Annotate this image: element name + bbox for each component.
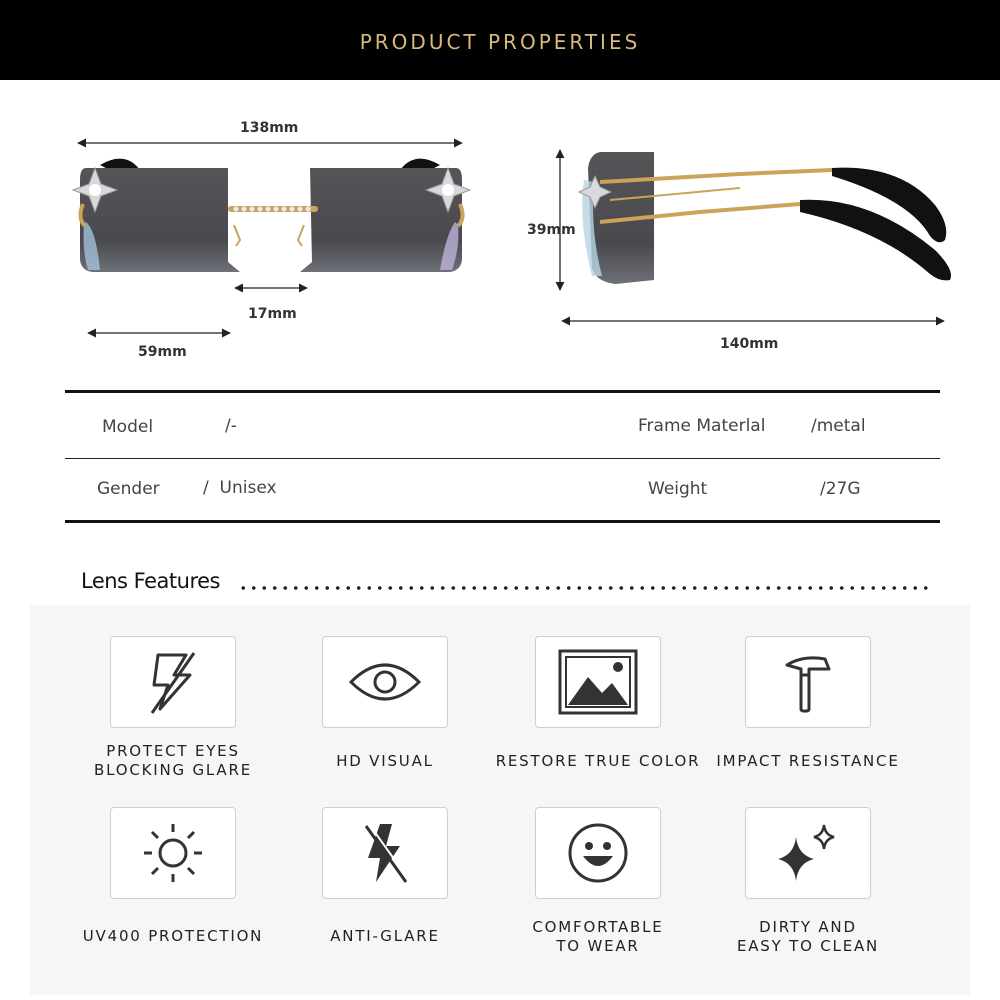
model-value: /- xyxy=(225,416,237,436)
sparkle-icon xyxy=(770,815,846,891)
table-top-rule xyxy=(65,390,940,393)
lens-height-label: 39mm xyxy=(527,222,576,238)
feature-label-hd-visual: HD VISUAL xyxy=(336,752,434,770)
frame-material-label: Frame Materlal xyxy=(638,416,766,436)
frame-material-value: /metal xyxy=(811,416,866,436)
weight-label: Weight xyxy=(648,479,708,499)
anti-glare-icon xyxy=(350,818,420,888)
lens-width-label: 59mm xyxy=(138,344,187,360)
side-view-glasses xyxy=(579,152,951,284)
lens-features-heading: Lens Features xyxy=(81,569,220,593)
total-width-label: 138mm xyxy=(240,120,299,136)
dimension-diagram xyxy=(0,80,1000,380)
feature-label-easy-clean: DIRTY AND EASY TO CLEAN xyxy=(736,918,880,955)
front-view-glasses xyxy=(73,159,470,272)
eye-icon xyxy=(345,652,425,712)
weight-value: /27G xyxy=(820,479,861,499)
temple-length-label: 140mm xyxy=(720,336,779,352)
spec-table xyxy=(65,390,940,524)
feature-label-anti-glare: ANTI-GLARE xyxy=(330,927,440,945)
gender-label: Gender xyxy=(97,479,160,499)
landscape-image-icon xyxy=(556,647,640,717)
feature-card-impact xyxy=(745,636,871,728)
model-label: Model xyxy=(102,417,154,437)
sun-icon xyxy=(138,818,208,888)
table-middle-rule xyxy=(65,458,940,459)
lightning-icon xyxy=(138,647,208,717)
page-title: PRODUCT PROPERTIES xyxy=(359,30,641,54)
feature-card-protect-eyes xyxy=(110,636,236,728)
feature-label-protect-eyes: PROTECT EYES BLOCKING GLARE xyxy=(94,742,252,779)
bridge-label: 17mm xyxy=(248,306,297,322)
features-panel xyxy=(30,605,970,995)
feature-label-true-color: RESTORE TRUE COLOR xyxy=(495,752,701,770)
table-bottom-rule xyxy=(65,520,940,523)
feature-card-true-color xyxy=(535,636,661,728)
feature-card-hd-visual xyxy=(322,636,448,728)
gender-value: / Unisex xyxy=(203,478,277,498)
hammer-icon xyxy=(773,647,843,717)
feature-card-anti-glare xyxy=(322,807,448,899)
feature-label-impact: IMPACT RESISTANCE xyxy=(716,752,900,770)
feature-card-easy-clean xyxy=(745,807,871,899)
feature-card-comfortable xyxy=(535,807,661,899)
feature-card-uv400 xyxy=(110,807,236,899)
feature-label-comfortable: COMFORTABLE TO WEAR xyxy=(532,918,664,955)
dotted-divider xyxy=(238,586,928,590)
smiley-icon xyxy=(563,818,633,888)
feature-label-uv400: UV400 PROTECTION xyxy=(82,927,264,945)
